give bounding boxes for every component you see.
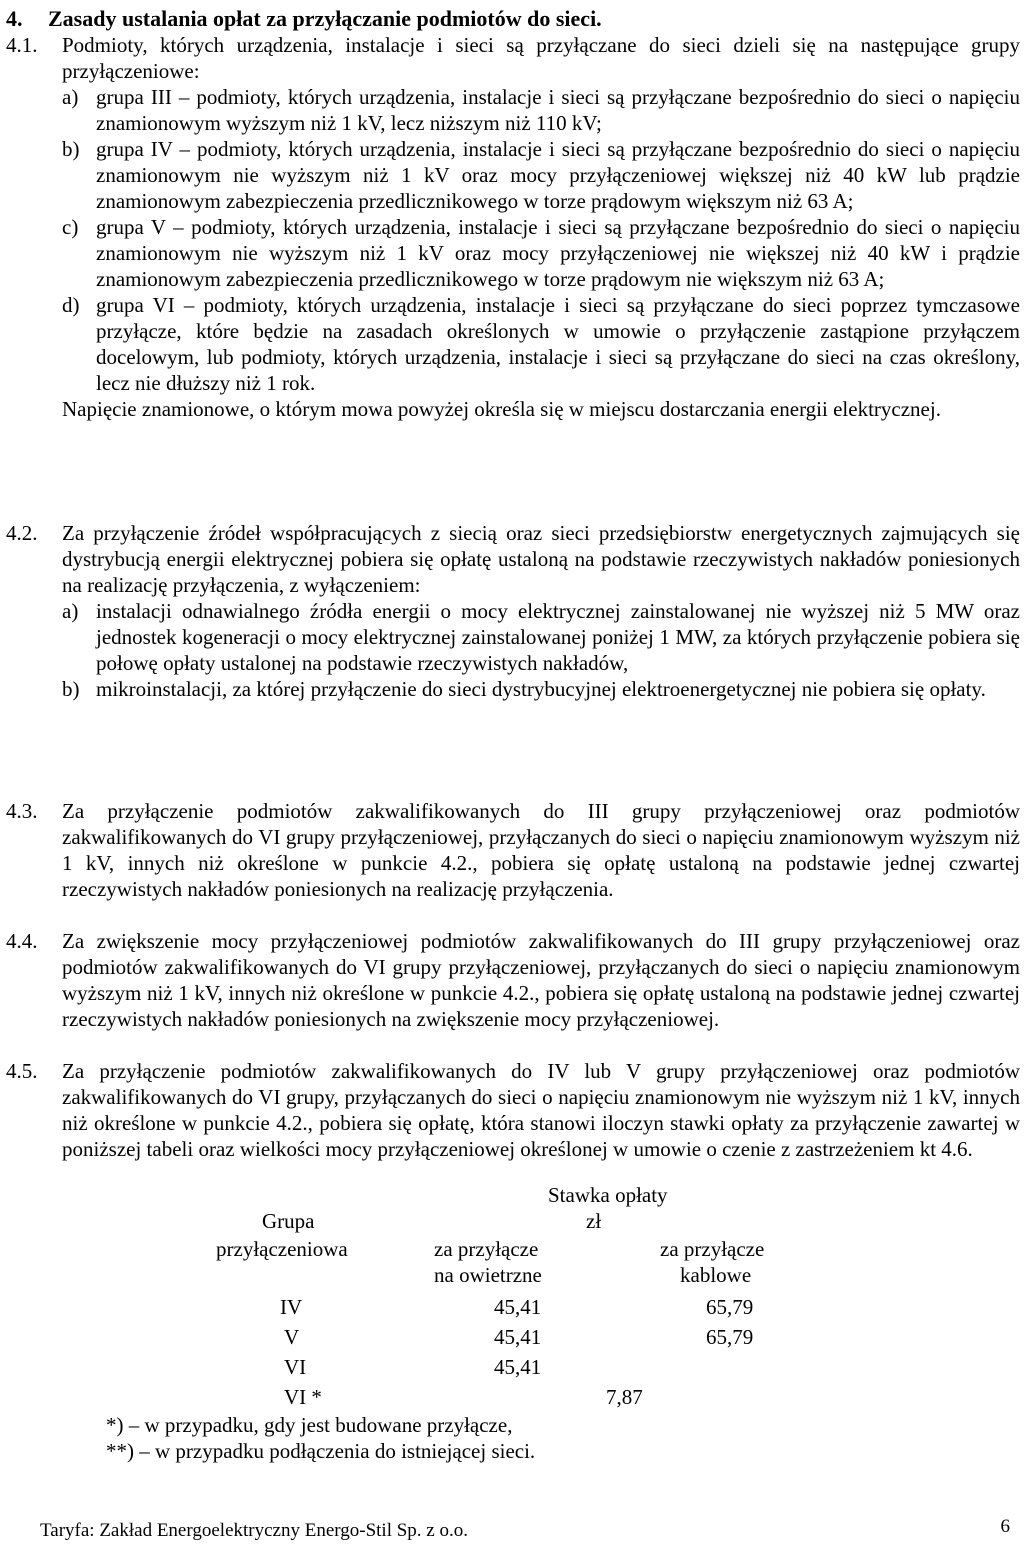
item-text: grupa III – podmioty, których urządzenia, instalacje i sieci są przyłączane bezpośrednio do sieci o napięciu znamionowym wyższym niż 1 kV, lecz niższym niż 110 kV; (96, 85, 1020, 135)
item-text: grupa V – podmioty, których urządzenia, instalacje i sieci są przyłączane bezpośrednio do sieci o napięciu znamionowym nie wyższym niż 1 kV oraz mocy przyłączeniowej nie większej niż 40 kW i prądzie znamionowym zabezpieczenia przedlicznikowego w torze prądowym nie większym niż 63 A; (96, 215, 1020, 291)
list-item (62, 136, 1020, 214)
header-group-line2: przyłączeniowa (216, 1237, 348, 1261)
list-item (62, 598, 1020, 676)
row-group: VI * (284, 1385, 322, 1409)
header-rate: Stawka opłaty (548, 1183, 668, 1207)
section-number: 4.1. (6, 33, 38, 57)
header-cable-line1: za przyłącze (660, 1237, 765, 1261)
section-number: 4.4. (6, 929, 38, 953)
section-4-5 (6, 1058, 1020, 1162)
row-overhead: 45,41 (494, 1325, 542, 1349)
section-intro: Za przyłączenie podmiotów zakwalifikowanych do IV lub V grupy przyłączeniowej oraz podmiotów zakwalifikowanych do VI grupy, przyłączanych do sieci o napięciu znamionowym nie wyższym niż 1 kV, innych niż określone w punkcie 4.2., pobiera się opłatę, która stanowi iloczyn stawki opłaty za przyłączenie zawartej w poniższej tabeli oraz wielkości mocy przyłączeniowej określonej w umowie o czenie z zastrzeżeniem kt 4.6. (62, 1059, 1020, 1161)
row-overhead: 45,41 (494, 1295, 542, 1319)
section-4-2 (6, 520, 1020, 702)
item-label: a) (62, 85, 79, 109)
row-cable: 65,79 (706, 1325, 754, 1349)
header-overhead-line2: na owietrzne (434, 1263, 542, 1287)
footnote: **) – w przypadku podłączenia do istniejącej sieci. (106, 1439, 536, 1463)
list-item (62, 292, 1020, 396)
page-number: 6 (1000, 1516, 1010, 1537)
section-number: 4.5. (6, 1059, 38, 1083)
section-intro: Za przyłączenie podmiotów zakwalifikowanych do III grupy przyłączeniowej oraz podmiotów zakwalifikowanych do VI grupy przyłączeniowej, przyłączanych do sieci o napięciu znamionowym wyższym niż 1 kV, innych niż określone w punkcie 4.2., pobiera się opłatę ustaloną na podstawie jednej czwartej rzeczywistych nakładów poniesionych na realizację przyłączenia. (62, 799, 1020, 901)
section-4-3 (6, 798, 1020, 902)
section-4-4 (6, 928, 1020, 1032)
item-text: instalacji odnawialnego źródła energii o mocy elektrycznej zainstalowanej nie wyższej niż 5 MW oraz jednostek kogeneracji o mocy elektrycznej zainstalowanej poniżej 1 MW, za których przyłączenie pobiera się połowę opłaty ustalonej na podstawie rzeczywistych nakładów, (96, 599, 1020, 675)
row-group: V (284, 1325, 300, 1349)
row-group: IV (280, 1295, 303, 1319)
list-item (62, 84, 1020, 136)
section-heading (6, 6, 602, 32)
header-overhead-line1: za przyłącze (434, 1237, 539, 1261)
section-4-1 (6, 32, 1020, 422)
item-text: grupa VI – podmioty, których urządzenia, instalacje i sieci są przyłączane do sieci poprzez tymczasowe przyłącze, które będzie na zasadach określonych w umowie o przyłączenie zastąpione przyłączem docelowym, lub podmioty, których urządzenia, instalacje i sieci są przyłączane do sieci na czas określony, lecz nie dłuższy niż 1 rok. (96, 293, 1020, 395)
item-label: b) (62, 137, 80, 161)
section-number: 4.3. (6, 799, 38, 823)
item-label: b) (62, 677, 80, 701)
footnote: *) – w przypadku, gdy jest budowane przyłącze, (106, 1413, 513, 1437)
footnotes (106, 1412, 535, 1464)
row-cable: 7,87 (606, 1385, 643, 1409)
item-label: c) (62, 215, 79, 239)
row-group: VI (284, 1355, 307, 1379)
page-footer: Taryfa: Zakład Energoelektryczny Energo-Stil Sp. z o.o. (40, 1520, 468, 1541)
item-text: grupa IV – podmioty, których urządzenia, instalacje i sieci są przyłączane bezpośrednio do sieci o napięciu znamionowym nie wyższym niż 1 kV oraz mocy przyłączeniowej większej niż 40 kW lub prądzie znamionowym zabezpieczenia przedlicznikowego w torze prądowym większym niż 63 A; (96, 137, 1020, 213)
item-label: a) (62, 599, 79, 623)
header-unit: zł (586, 1209, 602, 1233)
section-intro: Podmioty, których urządzenia, instalacje i sieci są przyłączane do sieci dzieli się na następujące grupy przyłączeniowe: (62, 33, 1020, 83)
heading-number: 4. (6, 6, 23, 31)
item-text: mikroinstalacji, za której przyłączenie do sieci dystrybucyjnej elektroenergetycznej nie pobiera się opłaty. (96, 677, 986, 701)
row-cable: 65,79 (706, 1295, 754, 1319)
header-cable-line2: kablowe (680, 1263, 752, 1287)
header-group-line1: Grupa (262, 1209, 315, 1233)
list-item (62, 676, 1020, 702)
heading-title: Zasady ustalania opłat za przyłączanie podmiotów do sieci. (48, 6, 602, 31)
section-number: 4.2. (6, 521, 38, 545)
section-outro: Napięcie znamionowe, o którym mowa powyżej określa się w miejscu dostarczania energii elektrycznej. (62, 397, 941, 421)
row-overhead: 45,41 (494, 1355, 542, 1379)
section-intro: Za zwiększenie mocy przyłączeniowej podmiotów zakwalifikowanych do III grupy przyłączeniowej oraz podmiotów zakwalifikowanych do VI grupy przyłączeniowej, przyłączanych do sieci o napięciu znamionowym wyższym niż 1 kV, innych niż określone w punkcie 4.2., pobiera się opłatę ustaloną na podstawie jednej czwartej rzeczywistych nakładów poniesionych na zwiększenie mocy przyłączeniowej. (62, 929, 1020, 1031)
list-item (62, 214, 1020, 292)
item-label: d) (62, 293, 80, 317)
section-intro: Za przyłączenie źródeł współpracujących z siecią oraz sieci przedsiębiorstw energetycznych zajmujących się dystrybucją energii elektrycznej pobiera się opłatę ustaloną na podstawie rzeczywistych nakładów poniesionych na realizację przyłączenia, z wyłączeniem: (62, 521, 1020, 597)
